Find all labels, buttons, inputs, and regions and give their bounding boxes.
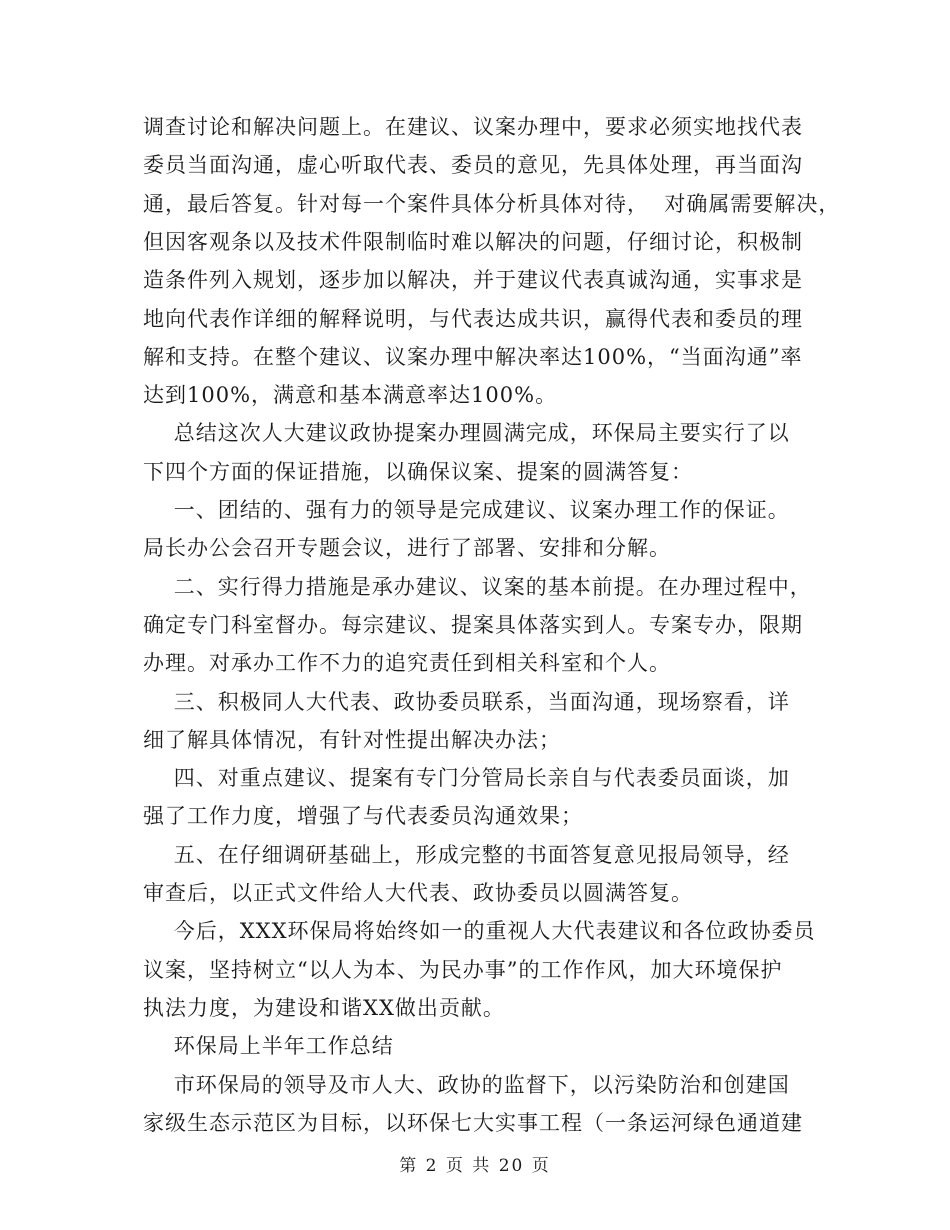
text-line: 一、团结的、强有力的领导是完成建议、议案办理工作的保证。 xyxy=(143,498,790,522)
text-line: 审查后，以正式文件给人大代表、政协委员以圆满答复。 xyxy=(143,881,693,905)
text-line: 家级生态示范区为目标，以环保七大实事工程（一条运河绿色通道建 xyxy=(143,1111,803,1135)
text-line: 通，最后答复。针对每一个案件具体分析具体对待， 对确属需要解决， xyxy=(143,192,841,216)
text-line: 办理。对承办工作不力的追究责任到相关科室和个人。 xyxy=(143,651,671,675)
text-line: 市环保局的领导及市人大、政协的监督下，以污染防治和创建国 xyxy=(143,1073,790,1097)
text-line: 四、对重点建议、提案有专门分管局长亲自与代表委员面谈，加 xyxy=(143,766,790,790)
text-line: 细了解具体情况，有针对性提出解决办法； xyxy=(143,728,561,752)
text-line: 调查讨论和解决问题上。在建议、议案办理中，要求必须实地找代表 xyxy=(143,115,803,139)
text-line: 下四个方面的保证措施，以确保议案、提案的圆满答复： xyxy=(143,460,693,484)
text-line: 总结这次人大建议政协提案办理圆满完成，环保局主要实行了以 xyxy=(143,421,790,445)
text-line: 环保局上半年工作总结 xyxy=(143,1034,394,1058)
text-line: 强了工作力度，增强了与代表委员沟通效果； xyxy=(143,804,583,828)
text-line: 达到100%，满意和基本满意率达100%。 xyxy=(143,383,558,407)
text-line: 解和支持。在整个建议、议案办理中解决率达100%，“当面沟通”率 xyxy=(143,345,803,369)
text-line: 地向代表作详细的解释说明，与代表达成共识，赢得代表和委员的理 xyxy=(143,307,803,331)
text-line: 三、积极同人大代表、政协委员联系，当面沟通，现场察看，详 xyxy=(143,690,790,714)
text-line: 执法力度，为建设和谐XX做出贡献。 xyxy=(143,996,505,1020)
page-footer: 第 2 页 共 20 页 xyxy=(399,1156,551,1176)
text-line: 委员当面沟通，虚心听取代表、委员的意见，先具体处理，再当面沟 xyxy=(143,153,803,177)
text-line: 今后，XXX环保局将始终如一的重视人大代表建议和各位政协委员 xyxy=(143,919,816,943)
text-line: 二、实行得力措施是承办建议、议案的基本前提。在办理过程中， xyxy=(143,575,812,599)
text-line: 造条件列入规划，逐步加以解决，并于建议代表真诚沟通，实事求是 xyxy=(143,268,803,292)
text-line: 议案，坚持树立“以人为本、为民办事”的工作作风，加大环境保护 xyxy=(143,958,783,982)
text-line: 五、在仔细调研基础上，形成完整的书面答复意见报局领导，经 xyxy=(143,843,790,867)
text-line: 但因客观条以及技术件限制临时难以解决的问题，仔细讨论，积极制 xyxy=(143,230,803,254)
text-line: 局长办公会召开专题会议，进行了部署、安排和分解。 xyxy=(143,536,671,560)
text-line: 确定专门科室督办。每宗建议、提案具体落实到人。专案专办，限期 xyxy=(143,613,803,637)
